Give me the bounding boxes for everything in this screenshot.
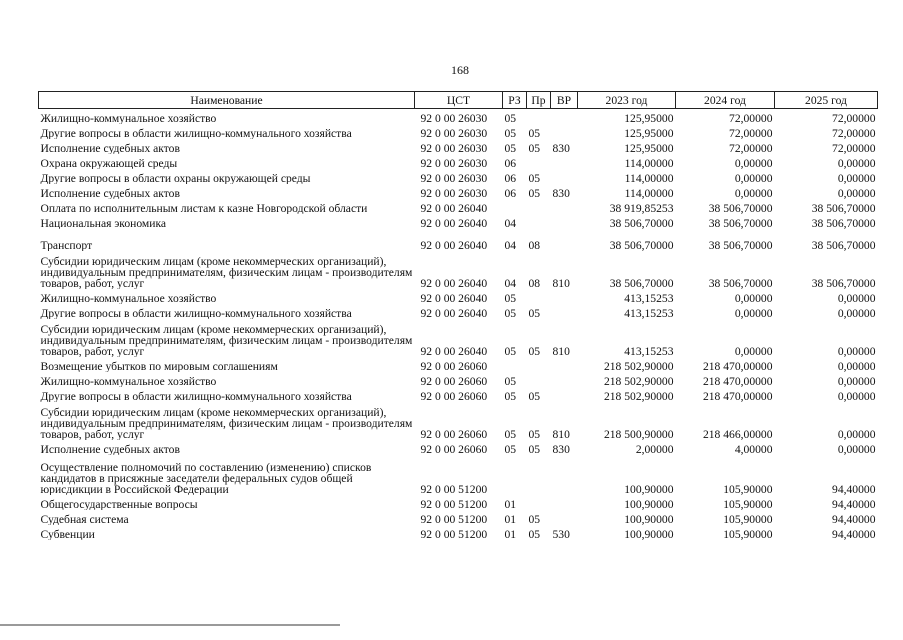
cell-2024: 38 506,70000	[708, 277, 773, 290]
cell-pr: 05	[528, 528, 541, 541]
cell-2025: 94,40000	[832, 498, 876, 511]
cell-vr	[551, 372, 578, 387]
cell-2023: 114,00000	[624, 172, 674, 185]
cell-2025: 94,40000	[832, 483, 876, 496]
cell-vr	[551, 387, 578, 402]
cell-2023: 100,90000	[624, 513, 674, 526]
cell-vr	[551, 214, 578, 229]
cell-2025: 0,00000	[837, 307, 876, 320]
cell-vr	[551, 304, 578, 319]
cell-vr: 830	[552, 187, 570, 200]
cell-2025: 0,00000	[837, 360, 876, 373]
cell-vr: 830	[552, 142, 570, 155]
cell-pr: 05	[528, 142, 541, 155]
cell-2023: 100,90000	[624, 498, 674, 511]
table-row	[39, 455, 878, 495]
table-row	[39, 251, 878, 289]
cell-2024: 105,90000	[723, 513, 773, 526]
cell-2023: 38 919,85253	[609, 202, 674, 215]
cell-2025: 72,00000	[832, 112, 876, 125]
cell-2023: 218 502,90000	[603, 375, 674, 388]
cell-2024: 72,00000	[729, 112, 773, 125]
cell-vr: 830	[552, 443, 570, 456]
cell-vr	[551, 199, 578, 214]
cell-2024: 105,90000	[723, 528, 773, 541]
cell-rz: 05	[504, 127, 517, 140]
cell-name: Субсидии юридическим лицам (кроме некоммерческих организаций), индивидуальным предпринимателям, физическим лицам - производителям товаров, работ, услуг	[40, 323, 413, 357]
table-row	[39, 154, 878, 169]
cell-2024: 218 466,00000	[702, 428, 773, 441]
cell-cst: 92 0 00 51200	[420, 483, 488, 496]
cell-2024: 38 506,70000	[708, 202, 773, 215]
cell-rz	[503, 357, 527, 372]
table-row	[39, 357, 878, 372]
table-row	[39, 402, 878, 440]
cell-2025: 72,00000	[832, 127, 876, 140]
cell-2023: 125,95000	[624, 142, 674, 155]
cell-pr	[527, 372, 551, 387]
cell-2025: 0,00000	[837, 375, 876, 388]
cell-2024: 0,00000	[734, 292, 773, 305]
cell-2025: 38 506,70000	[811, 239, 876, 252]
cell-cst: 92 0 00 26030	[420, 112, 488, 125]
cell-rz: 05	[504, 345, 517, 358]
cell-name: Субвенции	[40, 528, 95, 540]
cell-cst: 92 0 00 51200	[420, 513, 488, 526]
cell-name: Другие вопросы в области жилищно-коммунального хозяйства	[40, 390, 352, 402]
cell-pr: 05	[528, 127, 541, 140]
cell-rz: 01	[504, 528, 517, 541]
cell-cst: 92 0 00 51200	[420, 528, 488, 541]
cell-pr: 05	[528, 172, 541, 185]
cell-2024: 38 506,70000	[708, 217, 773, 230]
column-header-pr: Пр	[527, 92, 551, 109]
cell-name: Исполнение судебных актов	[40, 443, 180, 455]
column-header-vr: ВР	[551, 92, 578, 109]
cell-vr	[551, 357, 578, 372]
cell-cst: 92 0 00 26040	[420, 292, 488, 305]
cell-2023: 125,95000	[624, 127, 674, 140]
cell-name: Жилищно-коммунальное хозяйство	[40, 112, 217, 124]
bottom-rule	[0, 624, 340, 626]
cell-name: Другие вопросы в области жилищно-коммунального хозяйства	[40, 127, 352, 139]
cell-2023: 114,00000	[624, 157, 674, 170]
cell-name: Другие вопросы в области охраны окружающей среды	[40, 172, 311, 184]
cell-rz: 01	[504, 498, 517, 511]
cell-cst: 92 0 00 26060	[420, 390, 488, 403]
cell-2024: 105,90000	[723, 498, 773, 511]
cell-cst: 92 0 00 26040	[420, 202, 488, 215]
cell-2024: 38 506,70000	[708, 239, 773, 252]
cell-2025: 0,00000	[837, 345, 876, 358]
cell-2025: 0,00000	[837, 428, 876, 441]
cell-2024: 0,00000	[734, 345, 773, 358]
cell-name: Жилищно-коммунальное хозяйство	[40, 375, 217, 387]
column-header-cst: ЦСТ	[415, 92, 503, 109]
cell-2025: 94,40000	[832, 528, 876, 541]
cell-vr	[551, 169, 578, 184]
cell-2023: 218 502,90000	[603, 360, 674, 373]
cell-cst: 92 0 00 26030	[420, 127, 488, 140]
cell-cst: 92 0 00 26060	[420, 428, 488, 441]
cell-vr	[551, 289, 578, 304]
cell-pr: 05	[528, 513, 541, 526]
cell-2024: 0,00000	[734, 187, 773, 200]
table-header-row	[39, 92, 878, 109]
cell-2025: 0,00000	[837, 172, 876, 185]
table-row	[39, 440, 878, 455]
cell-2023: 38 506,70000	[609, 277, 674, 290]
cell-cst: 92 0 00 26040	[420, 217, 488, 230]
cell-rz: 05	[504, 390, 517, 403]
cell-2024: 72,00000	[729, 142, 773, 155]
cell-2023: 38 506,70000	[609, 217, 674, 230]
column-header-name: Наименование	[39, 92, 415, 109]
cell-pr: 05	[528, 428, 541, 441]
cell-2025: 0,00000	[837, 292, 876, 305]
cell-vr: 810	[552, 345, 570, 358]
cell-cst: 92 0 00 26030	[420, 172, 488, 185]
cell-cst: 92 0 00 26030	[420, 157, 488, 170]
cell-vr: 810	[552, 277, 570, 290]
cell-2024: 105,90000	[723, 483, 773, 496]
cell-vr	[551, 495, 578, 510]
cell-2023: 125,95000	[624, 112, 674, 125]
cell-2024: 218 470,00000	[702, 360, 773, 373]
cell-name: Исполнение судебных актов	[40, 187, 180, 199]
table-body	[39, 109, 878, 541]
cell-rz: 05	[504, 428, 517, 441]
cell-rz: 06	[504, 172, 517, 185]
cell-pr	[527, 455, 551, 495]
column-header-rz: РЗ	[503, 92, 527, 109]
cell-2023: 38 506,70000	[609, 239, 674, 252]
cell-pr	[527, 214, 551, 229]
cell-pr: 05	[528, 443, 541, 456]
cell-2025: 0,00000	[837, 390, 876, 403]
cell-2025: 38 506,70000	[811, 202, 876, 215]
cell-2025: 72,00000	[832, 142, 876, 155]
cell-pr	[527, 495, 551, 510]
cell-rz	[503, 199, 527, 214]
cell-name: Осуществление полномочий по составлению (изменению) списков кандидатов в присяжные заседатели федеральных судов общей юрисдикции в Российской Федерации	[40, 461, 372, 495]
cell-vr: 530	[552, 528, 570, 541]
cell-pr: 05	[528, 187, 541, 200]
table-row	[39, 229, 878, 251]
cell-pr	[527, 289, 551, 304]
cell-rz: 04	[504, 277, 517, 290]
cell-2023: 114,00000	[624, 187, 674, 200]
cell-rz: 05	[504, 307, 517, 320]
cell-pr	[527, 357, 551, 372]
cell-name: Жилищно-коммунальное хозяйство	[40, 292, 217, 304]
table-row	[39, 289, 878, 304]
cell-vr	[551, 510, 578, 525]
table-row	[39, 525, 878, 540]
cell-rz: 04	[504, 217, 517, 230]
table-row	[39, 169, 878, 184]
cell-cst: 92 0 00 26040	[420, 345, 488, 358]
cell-rz: 06	[504, 157, 517, 170]
cell-pr: 08	[528, 277, 541, 290]
cell-cst: 92 0 00 26040	[420, 277, 488, 290]
cell-name: Субсидии юридическим лицам (кроме некоммерческих организаций), индивидуальным предпринимателям, физическим лицам - производителям товаров, работ, услуг	[40, 255, 413, 289]
cell-vr	[551, 455, 578, 495]
cell-pr	[527, 199, 551, 214]
cell-2024: 0,00000	[734, 157, 773, 170]
cell-rz	[503, 455, 527, 495]
cell-2023: 413,15253	[624, 307, 674, 320]
cell-cst: 92 0 00 26060	[420, 443, 488, 456]
cell-pr	[527, 109, 551, 125]
cell-rz: 05	[504, 292, 517, 305]
table-row	[39, 139, 878, 154]
cell-cst: 92 0 00 26030	[420, 142, 488, 155]
cell-2023: 100,90000	[624, 528, 674, 541]
cell-pr: 08	[528, 239, 541, 252]
cell-cst: 92 0 00 26040	[420, 307, 488, 320]
cell-2024: 72,00000	[729, 127, 773, 140]
table-row	[39, 199, 878, 214]
cell-2023: 218 502,90000	[603, 390, 674, 403]
cell-2024: 218 470,00000	[702, 390, 773, 403]
column-header-2024: 2024 год	[676, 92, 775, 109]
cell-rz: 05	[504, 375, 517, 388]
cell-vr: 810	[552, 428, 570, 441]
cell-name: Транспорт	[40, 239, 93, 251]
cell-2024: 218 470,00000	[702, 375, 773, 388]
cell-2025: 0,00000	[837, 157, 876, 170]
cell-2025: 94,40000	[832, 513, 876, 526]
cell-name: Охрана окружающей среды	[40, 157, 178, 169]
cell-pr: 05	[528, 307, 541, 320]
column-header-2023: 2023 год	[578, 92, 676, 109]
cell-cst: 92 0 00 26040	[420, 239, 488, 252]
cell-pr	[527, 154, 551, 169]
cell-name: Другие вопросы в области жилищно-коммунального хозяйства	[40, 307, 352, 319]
cell-2023: 413,15253	[624, 345, 674, 358]
budget-table	[38, 91, 878, 540]
table-row	[39, 372, 878, 387]
cell-2025: 38 506,70000	[811, 277, 876, 290]
cell-2024: 4,00000	[734, 443, 773, 456]
cell-2023: 2,00000	[635, 443, 674, 456]
cell-rz: 01	[504, 513, 517, 526]
cell-rz: 05	[504, 142, 517, 155]
table-row	[39, 124, 878, 139]
cell-name: Судебная система	[40, 513, 129, 525]
table-row	[39, 214, 878, 229]
column-header-2025: 2025 год	[775, 92, 878, 109]
cell-2023: 100,90000	[624, 483, 674, 496]
cell-2023: 218 500,90000	[603, 428, 674, 441]
table-row	[39, 319, 878, 357]
table-row	[39, 109, 878, 125]
cell-name: Субсидии юридическим лицам (кроме некоммерческих организаций), индивидуальным предпринимателям, физическим лицам - производителям товаров, работ, услуг	[40, 406, 413, 440]
cell-2025: 38 506,70000	[811, 217, 876, 230]
cell-name: Оплата по исполнительным листам к казне Новгородской области	[40, 202, 368, 214]
cell-vr	[551, 229, 578, 251]
cell-cst: 92 0 00 26060	[420, 360, 488, 373]
cell-rz: 04	[504, 239, 517, 252]
cell-vr	[551, 154, 578, 169]
cell-rz: 05	[504, 443, 517, 456]
cell-2025: 0,00000	[837, 443, 876, 456]
cell-pr: 05	[528, 345, 541, 358]
cell-2023: 413,15253	[624, 292, 674, 305]
cell-name: Общегосударственные вопросы	[40, 498, 198, 510]
cell-name: Возмещение убытков по мировым соглашениям	[40, 360, 278, 372]
cell-rz: 06	[504, 187, 517, 200]
cell-name: Национальная экономика	[40, 217, 167, 229]
cell-vr	[551, 124, 578, 139]
cell-vr	[551, 109, 578, 125]
cell-cst: 92 0 00 51200	[420, 498, 488, 511]
cell-rz: 05	[504, 112, 517, 125]
cell-2024: 0,00000	[734, 172, 773, 185]
cell-2025: 0,00000	[837, 187, 876, 200]
page-number: 168	[451, 63, 469, 77]
table-row	[39, 387, 878, 402]
table-row	[39, 184, 878, 199]
cell-cst: 92 0 00 26030	[420, 187, 488, 200]
table-row	[39, 495, 878, 510]
table-row	[39, 304, 878, 319]
cell-name: Исполнение судебных актов	[40, 142, 180, 154]
cell-cst: 92 0 00 26060	[420, 375, 488, 388]
table-row	[39, 510, 878, 525]
cell-2024: 0,00000	[734, 307, 773, 320]
cell-pr: 05	[528, 390, 541, 403]
